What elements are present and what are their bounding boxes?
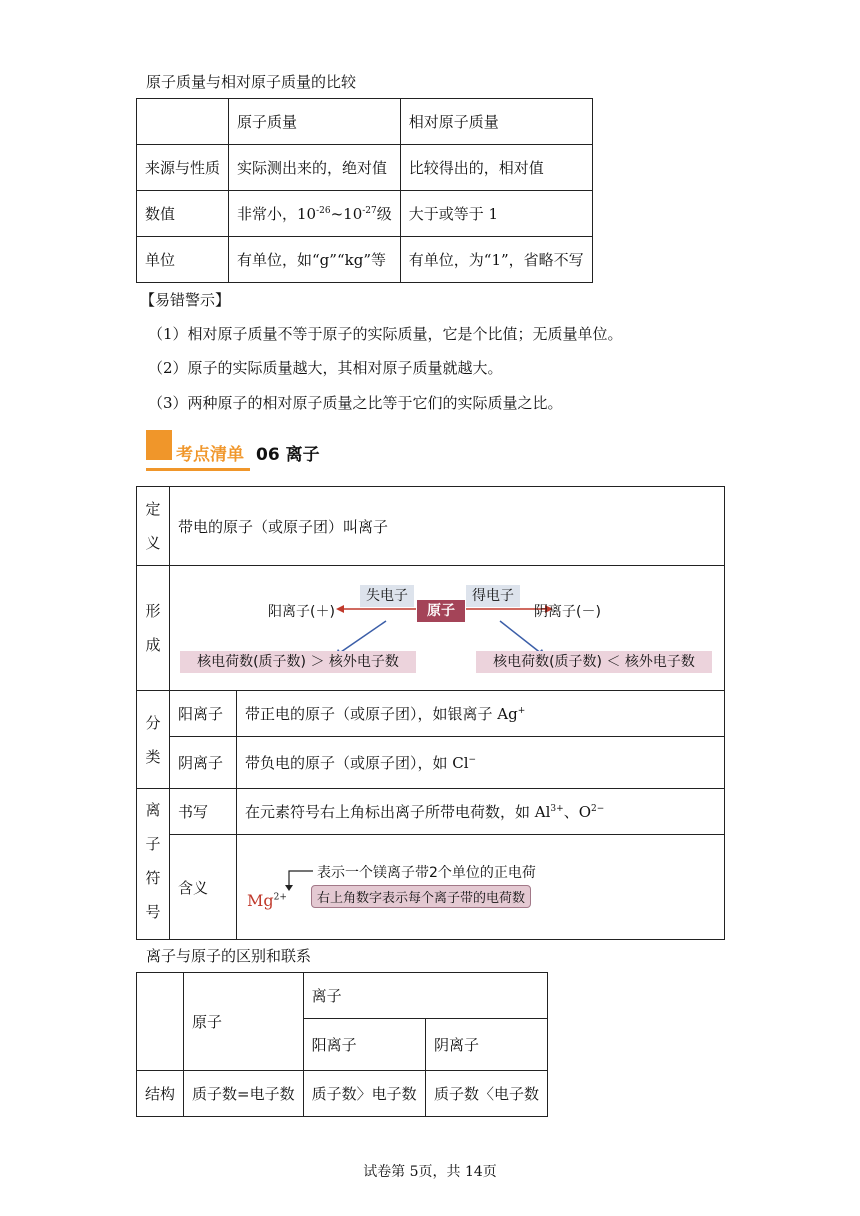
atom-box: 原子 [417,600,465,622]
warning-item-2: （2）原子的实际质量越大，其相对原子质量就越大。 [148,359,503,377]
cell-source-relative: 比较得出的，相对值 [400,145,592,191]
row-label-structure: 结构 [137,1071,184,1117]
banner-heading: 06 离子 [256,445,320,465]
meaning-diagram-cell [237,835,725,940]
cation-class-label: 阳离子 [170,691,237,737]
warning-item-1: （1）相对原子质量不等于原子的实际质量，它是个比值；无质量单位。 [148,325,623,343]
header-relative-mass: 相对原子质量 [400,99,592,145]
table-corner-cell [137,99,229,145]
anion-class-label: 阴离子 [170,737,237,789]
cell-unit-relative: 有单位，为“1”，省略不写 [400,237,592,283]
cation-class-text: 带正电的原子（或原子团），如银离子 Ag+ [237,691,725,737]
cell-value-relative: 大于或等于 1 [400,191,592,237]
label-formation: 形 成 [137,566,170,691]
cation-relation-box: 核电荷数(质子数) ＞ 核外电子数 [180,651,416,673]
mass-comparison-table [136,98,593,283]
warning-title: 【易错警示】 [140,291,231,309]
label-ion-symbol: 离 子 符 号 [137,789,170,940]
cell-value-atomic: 非常小，$10^{-26}\sim 10^{-27}$级 [229,191,401,237]
label-definition: 定 义 [137,487,170,566]
write-text: 在元素符号右上角标出离子所带电荷数，如 $Al^{3+}$、$O^{2-}$ [237,789,725,835]
meaning-arrow-line [289,871,313,887]
anion-class-text: 带负电的原子（或原子团），如 Cl− [237,737,725,789]
definition-text: 带电的原子（或原子团）叫离子 [170,487,725,566]
ion-table [136,486,725,940]
row-label-source: 来源与性质 [137,145,229,191]
label-classification: 分 类 [137,691,170,789]
cation-label: 阳离子(＋) [268,604,335,620]
mg-note-charge: 表示一个镁离子带2个单位的正电荷 [317,865,536,881]
section-title-ion-atom: 离子与原子的区别和联系 [146,947,312,965]
arrow-cation-down [338,621,386,654]
arrow-anion-down [500,621,542,654]
table-corner-cell-2 [137,973,184,1071]
meaning-label: 含义 [170,835,237,940]
header-atom: 原子 [184,973,304,1071]
ion-atom-table [136,972,548,1117]
header-ion: 离子 [303,973,547,1019]
warning-item-3: （3）两种原子的相对原子质量之比等于它们的实际质量之比。 [148,394,563,412]
arrowhead-cation [336,605,344,613]
banner-underline [146,468,250,471]
mg-ion-symbol: $Mg^{2+}$ [247,891,287,910]
banner-title: 考点清单 [176,445,244,465]
banner-bar-icon [146,430,172,460]
cell-unit-atomic: 有单位，如“g”“kg”等 [229,237,401,283]
header-anion: 阴离子 [425,1019,547,1071]
lose-electron-box: 失电子 [360,585,414,607]
mg-note-superscript: 右上角数字表示每个离子带的电荷数 [311,885,531,908]
cell-source-atomic: 实际测出来的，绝对值 [229,145,401,191]
page-footer: 试卷第 5页，共 14页 [363,1164,497,1180]
section-title-mass-comparison: 原子质量与相对原子质量的比较 [146,73,357,91]
gain-electron-box: 得电子 [466,585,520,607]
anion-label: 阴离子(－) [534,604,601,620]
meaning-diagram [237,835,717,939]
row-label-unit: 单位 [137,237,229,283]
header-atomic-mass: 原子质量 [229,99,401,145]
formation-diagram-cell [170,566,725,691]
anion-relation-box: 核电荷数(质子数) ＜ 核外电子数 [476,651,712,673]
header-cation: 阳离子 [303,1019,425,1071]
cell-cation-structure: 质子数〉电子数 [303,1071,425,1117]
formation-diagram [170,566,724,690]
row-label-value: 数值 [137,191,229,237]
cell-anion-structure: 质子数〈电子数 [425,1071,547,1117]
cell-atom-structure: 质子数=电子数 [184,1071,304,1117]
write-label: 书写 [170,789,237,835]
